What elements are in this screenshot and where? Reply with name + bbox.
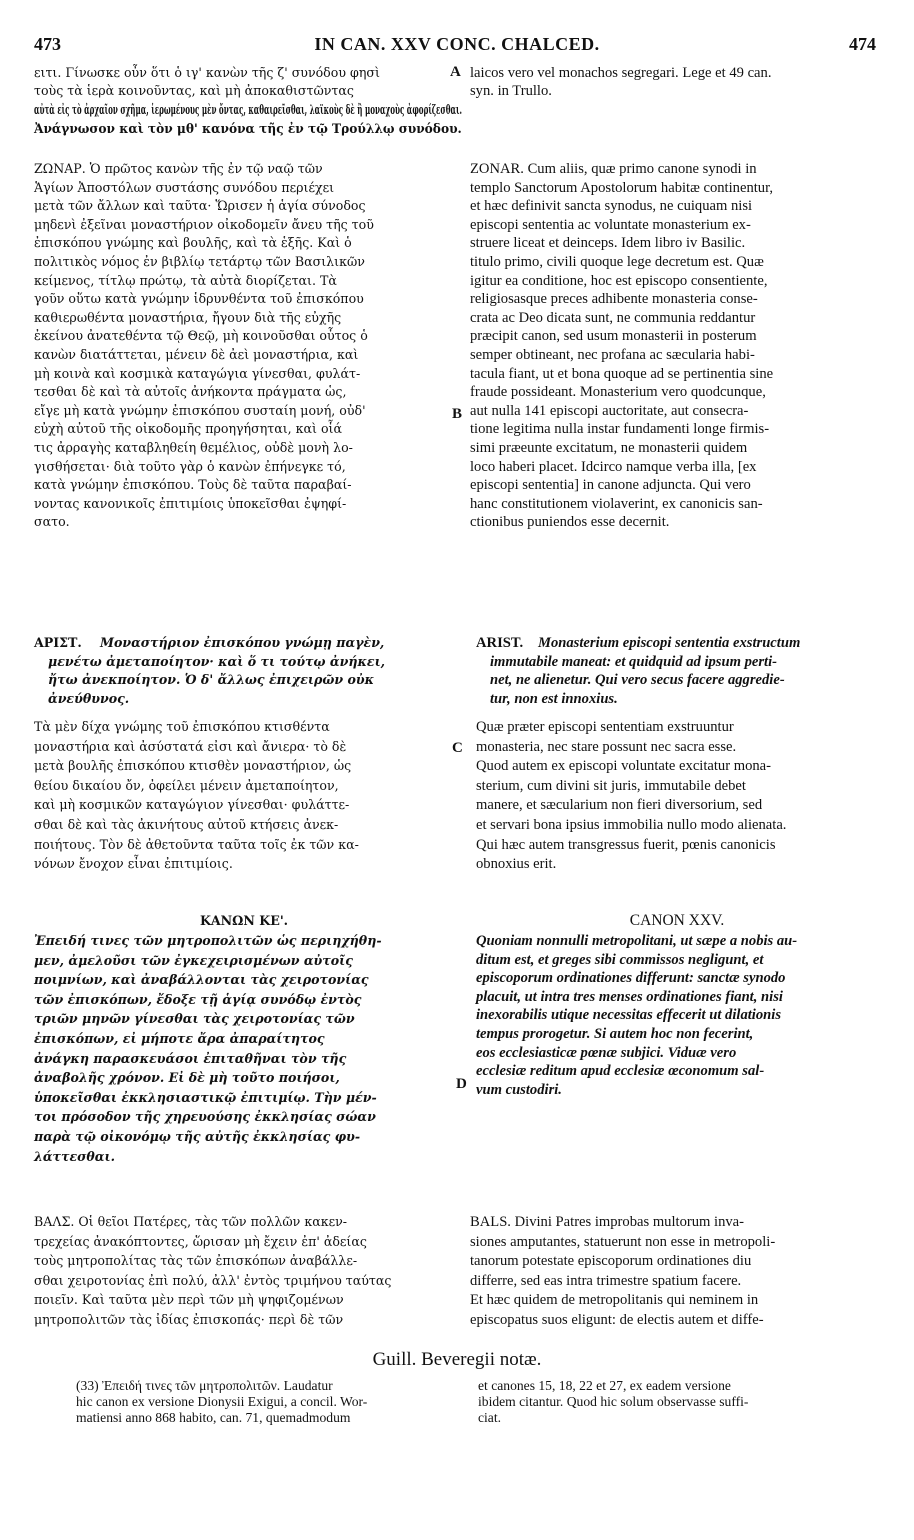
greek-canon-line: μεν, ἀμελοῦσι τῶν ἐγκεχειρισμένων αὐτοῖς: [34, 952, 353, 968]
greek-canon-line: τριῶν μηνῶν γίνεσθαι τὰς χειροτονίας τῶν: [34, 1011, 355, 1027]
latin-zonaras-line: religiosasque preces adhibente monasteria conse-: [470, 291, 758, 308]
greek-zonaras-line: κείμενος, τίτλῳ πρώτῳ, τὰ αὐτὰ διορίζεται. Τὰ: [34, 272, 337, 288]
latin-zonaras-line: et hæc definivit sancta synodus, ne cuiquam nisi: [470, 198, 753, 215]
latin-zonaras-line: tacula fiant, ut et bona quoque ad se pertinentia sine: [470, 365, 774, 382]
latin-zonaras-line: fraude possideant. Monasterium vero quodcunque,: [470, 384, 766, 401]
latin-aristenus-summary-line: Monasterium episcopi sententia exstructum: [538, 635, 801, 651]
latin-balsamon-line: tanorum potestate episcoporum ordinationes diu: [470, 1253, 752, 1270]
latin-canon-line: ditum est, et greges sibi commissos negligunt, et: [476, 951, 764, 968]
greek-canon-line: Ἐπειδή τινες τῶν μητροπολιτῶν ὡς περιηχήθη-: [34, 933, 382, 948]
latin-balsamon-line: differre, sed eas intra trimestre spatium facere.: [470, 1272, 742, 1289]
latin-zonaras-line: titulo primo, civili quoque lege decretum est. Quæ: [470, 254, 764, 270]
greek-aristenus-text-line: μοναστήρια καὶ ἀσύστατά εἰσι καὶ ἄνιερα· τὸ δὲ: [34, 738, 347, 754]
greek-balsamon-line: ΒΑΛΣ. Οἱ θεῖοι Πατέρες, τὰς τῶν πολλῶν κακεν-: [34, 1214, 348, 1229]
top-greek-line-4: Ἀνάγνωσον καὶ τὸν μθ' κανόνα τῆς ἐν τῷ Τρούλλῳ συνόδου.: [34, 121, 462, 136]
top-latin-line-1: laicos vero vel monachos segregari. Lege et 49 can.: [470, 65, 772, 81]
margin-letter-b: B: [452, 406, 463, 422]
top-latin-line-2: syn. in Trullo.: [470, 83, 552, 99]
latin-canon-line: tempus prorogetur. Si autem hoc non fecerint,: [476, 1026, 754, 1042]
greek-zonaras-line: νοντας κανονικοῖς ἐπιτιμίοις ὑποκεῖσθαι ἐψηφί-: [34, 495, 347, 511]
greek-zonaras-line: σατο.: [34, 514, 70, 530]
right-page-number: 474: [849, 34, 876, 54]
greek-zonaras-line: κανὼν διατάττεται, μένειν δὲ ἀεὶ μοναστήρια, καὶ: [34, 347, 359, 362]
greek-aristenus-summary-line: ἤτω ἀνεκποίητον. Ὁ δ' ἄλλως ἐπιχειρῶν οὐκ: [48, 672, 375, 688]
latin-zonaras-line: tione legitima nulla instar fundamenti longe firmis-: [470, 421, 770, 438]
latin-aristenus-text-line: sterium, cum divini sit juris, immutabile debet: [476, 777, 746, 794]
greek-aristenus-summary-line: Μοναστήριον ἐπισκόπου γνώμῃ παγὲν,: [100, 635, 385, 650]
latin-zonaras-line: crata ac Deo dicata sunt, ne communia reddantur: [470, 309, 756, 326]
notes-title: Guill. Beveregii notæ.: [372, 1349, 542, 1370]
latin-canon-line: episcoporum ordinationes differunt: sanctæ synodo: [476, 970, 786, 987]
latin-balsamon-line: Et hæc quidem de metropolitanis qui neminem in: [470, 1292, 759, 1309]
latin-canon-line: eos ecclesiasticæ pœnæ subjici. Viduæ vero: [476, 1044, 737, 1061]
greek-balsamon-line: σθαι χειροτονίας ἐπὶ πολύ, ἀλλ' ἐντὸς τριμήνου ταύτας: [34, 1272, 392, 1288]
latin-zonaras-line: ZONAR. Cum aliis, quæ primo canone synodi in: [470, 161, 757, 177]
margin-letter-d: D: [456, 1076, 467, 1092]
latin-canon-line: ecclesiæ reditum apud ecclesiæ œconomum sal-: [476, 1063, 765, 1080]
latin-canon-line: placuit, ut intra tres menses ordinationes fiant, nisi: [476, 988, 783, 1005]
running-title: IN CAN. XXV CONC. CHALCED.: [314, 34, 600, 54]
latin-zonaras-line: episcopi sententia] in canone adjuncta. Qui vero: [470, 477, 751, 494]
greek-zonaras-line: Ἁγίων Ἀποστόλων συστάσης συνόδου περιέχει: [34, 179, 335, 195]
latin-zonaras-line: ctionibus puniendos esse decernit.: [470, 514, 670, 531]
note-line: matiensi anno 868 habito, can. 71, quemadmodum: [76, 1410, 351, 1425]
note-line: ibidem citantur. Quod hic solum observasse suffi-: [478, 1394, 749, 1409]
top-greek-line-2: τοὺς τὰ ἱερὰ κοινοῦντας, καὶ μὴ ἀποκαθιστῶντας: [34, 83, 354, 98]
greek-zonaras-line: ἐκείνου ἀνατεθέντα τῷ Θεῷ, μὴ κοινοῦσθαι οὗτος ὁ: [34, 328, 368, 344]
greek-balsamon-line: τρεχείας ἀνακόπτοντες, ὥρισαν μὴ ἔχειν ἐπ' ἀδείας: [34, 1233, 367, 1249]
greek-canon-line: λάττεσθαι.: [34, 1148, 115, 1164]
greek-aristenus-text-line: νόνων ἔνοχον εἶναι ἐπιτιμίοις.: [34, 856, 233, 872]
greek-canon-title: ΚΑΝΩΝ ΚΕ'.: [199, 913, 289, 928]
greek-aristenus-text-line: Τὰ μὲν δίχα γνώμης τοῦ ἐπισκόπου κτισθέντα: [34, 719, 330, 734]
greek-zonaras-line: γοῦν οὕτω κατὰ γνώμην ἱδρυνθέντα τοῦ ἐπισκόπου: [34, 291, 364, 307]
greek-balsamon-line: ποιεῖν. Καὶ ταῦτα μὲν περὶ τῶν μὴ ψηφιζομένων: [34, 1292, 344, 1308]
greek-canon-line: τῶν ἐπισκόπων, ἔδοξε τῇ ἁγίᾳ συνόδῳ ἐντὸς: [34, 991, 362, 1007]
latin-aristenus-heading: ARIST.: [476, 635, 524, 651]
greek-zonaras-line: μὴ κοινὰ καὶ κοσμικὰ καταγώγια γίνεσθαι, φυλάτ-: [34, 365, 361, 381]
running-header: [0, 34, 914, 58]
greek-zonaras-line: κατὰ γνώμην ἐπισκόπου. Τοὺς δὲ ταῦτα παραβαί-: [34, 477, 352, 493]
greek-aristenus-heading: ΑΡΙΣΤ.: [34, 635, 82, 650]
latin-aristenus-text-line: Quod autem ex episcopi voluntate excitatur mona-: [476, 758, 772, 775]
latin-aristenus-summary-line: net, ne alienetur. Qui vero secus facere aggredie-: [490, 672, 785, 689]
latin-canon-line: vum custodiri.: [476, 1081, 562, 1098]
greek-aristenus-text-line: καὶ μὴ κοσμικῶν καταγώγιον γίνεσθαι· φυλάττε-: [34, 797, 350, 813]
greek-zonaras-line: μηδενὶ ἐξεῖναι μοναστήριον οἰκοδομεῖν ἄνευ τῆς τοῦ: [34, 216, 374, 232]
latin-canon-line: Quoniam nonnulli metropolitani, ut sæpe a nobis au-: [476, 933, 798, 949]
latin-zonaras-line: hanc constitutionem violaverint, ex canonicis san-: [470, 495, 763, 512]
latin-aristenus-summary-line: tur, non est innoxius.: [490, 690, 618, 707]
latin-aristenus-summary-line: immutabile maneat: et quidquid ad ipsum perti-: [490, 653, 778, 670]
greek-zonaras-line: ΖΩΝΑΡ. Ὁ πρῶτος κανὼν τῆς ἐν τῷ ναῷ τῶν: [34, 161, 323, 176]
margin-letter-a: A: [450, 64, 461, 80]
latin-zonaras-line: semper obtineant, nec profana ac sæcularia habi-: [470, 347, 755, 363]
note-line: hic canon ex versione Dionysii Exigui, a concil. Wor-: [76, 1394, 368, 1409]
greek-canon-line: τοι πρόσοδον τῆς χηρευούσης ἐκκλησίας σώαν: [34, 1109, 376, 1125]
greek-zonaras-line: εὐχὴ αὐτοῦ τῆς οἰκοδομῆς προηγήσηται, καὶ οἷά: [34, 421, 342, 437]
greek-aristenus-summary-line: ἀνεύθυνος.: [48, 690, 130, 706]
greek-canon-line: παρὰ τῷ οἰκονόμῳ τῆς αὐτῆς ἐκκλησίας φυ-: [34, 1129, 361, 1144]
latin-aristenus-text-line: Quæ præter episcopi sententiam exstruuntur: [476, 719, 734, 735]
latin-aristenus-text-line: et servari bona ipsius immobilia nullo modo alienata.: [476, 817, 787, 833]
latin-aristenus-text-line: obnoxius erit.: [476, 856, 557, 873]
latin-canon-title: CANON XXV.: [629, 912, 725, 929]
greek-aristenus-text-line: μετὰ βουλῆς ἐπισκόπου κτισθὲν μοναστήριον, ὡς: [34, 758, 352, 774]
note-line: et canones 15, 18, 22 et 27, ex eadem versione: [478, 1378, 731, 1393]
latin-zonaras-line: igitur ea conditione, hoc est episcopo consentiente,: [470, 272, 768, 289]
greek-zonaras-line: καθιερωθέντα μοναστήρια, ἤγουν διὰ τῆς εὐχῆς: [34, 309, 342, 325]
latin-zonaras-line: simi præeunte excitatum, ne monasterii quidem: [470, 440, 748, 456]
greek-zonaras-line: τεσθαι δὲ καὶ τὰ αὐτοῖς ἀνήκοντα πράγματα ὡς,: [34, 384, 347, 400]
greek-zonaras-line: ἐπισκόπου γνώμης καὶ βουλῆς, καὶ τὰ ἑξῆς. Καὶ ὁ: [34, 235, 352, 251]
greek-canon-line: ἐπισκόπων, εἰ μήποτε ἄρα ἀπαραίτητος: [34, 1031, 325, 1046]
greek-canon-line: ὑποκεῖσθαι ἐκκλησιαστικῷ ἐπιτιμίῳ. Τὴν μέν-: [34, 1089, 377, 1105]
top-greek-line-3: αὐτὰ εἰς τὸ ἀρχαῖον σχῆμα, ἱερωμένους μὲν ὄντας, καθαιρεῖσθαι, λαϊκοὺς δὲ ἢ μοναχοὺς ἀφορίζεσθαι.: [34, 102, 462, 117]
greek-canon-line: ποιμνίων, καὶ ἀναβάλλονται τὰς χειροτονίας: [34, 972, 369, 988]
latin-aristenus-text-line: manere, et sæcularium non fieri diversorium, sed: [476, 797, 763, 814]
margin-letter-c: C: [452, 740, 463, 756]
top-greek-line-1: ειτι. Γίνωσκε οὖν ὅτι ὁ ιγ' κανὼν τῆς ζ' συνόδου φησὶ: [34, 65, 380, 80]
greek-aristenus-text-line: ποιήτους. Τὸν δὲ ἀθετοῦντα ταῦτα τοῖς ἐκ τῶν κα-: [34, 836, 359, 852]
note-line: ciat.: [478, 1410, 502, 1425]
latin-canon-line: inexorabilis utique necessitas effecerit ut dilationis: [476, 1007, 781, 1024]
latin-aristenus-text-line: Qui hæc autem transgressus fuerit, pœnis canonicis: [476, 836, 776, 853]
greek-zonaras-line: πολιτικὸς νόμος ἐν βιβλίῳ τετάρτῳ τῶν Βασιλικῶν: [34, 254, 365, 269]
greek-aristenus-text-line: θείου δικαίου ὄν, ὀφείλει μένειν ἀμεταποίητον,: [34, 777, 339, 793]
latin-zonaras-line: loco haberi placet. Idcirco namque verba illa, [ex: [470, 458, 757, 475]
greek-canon-line: ἀναβολῆς χρόνον. Εἰ δὲ μὴ τοῦτο ποιήσοι,: [34, 1070, 340, 1086]
latin-zonaras-line: episcopi sententia ac voluntate monasterium ex-: [470, 216, 751, 233]
greek-zonaras-line: εἴγε μὴ κατὰ γνώμην ἐπισκόπου συσταίη μονή, οὐδ': [34, 402, 366, 418]
latin-zonaras-line: præcipit canon, sed usum monasterii in posterum: [470, 328, 757, 345]
left-page-number: 473: [34, 34, 61, 54]
latin-balsamon-line: episcopatus suos eligunt: de electis autem et diffe-: [470, 1312, 764, 1328]
latin-zonaras-line: templo Sanctorum Apostolorum habitæ continentur,: [470, 179, 774, 196]
greek-canon-line: ἀνάγκη παρασκευάσοι ἐπιταθῆναι τὸν τῆς: [34, 1050, 347, 1066]
greek-zonaras-line: τις ἀρραγὴς καταβληθείη θεμέλιος, οὐδὲ μονὴ λο-: [34, 440, 353, 455]
greek-zonaras-line: γισθήσεται· διὰ τοῦτο γὰρ ὁ κανὼν ἐπήνεγκε τό,: [34, 458, 346, 474]
greek-aristenus-summary-line: μενέτω ἀμεταποίητον· καὶ ὅ τι τούτῳ ἀνήκει,: [48, 653, 386, 669]
latin-balsamon-line: BALS. Divini Patres improbas multorum inva-: [470, 1214, 745, 1230]
latin-zonaras-line: struere liceat et deinceps. Idem libro iv Basilic.: [470, 235, 746, 252]
latin-balsamon-line: siones amputantes, statuerunt non esse in metropoli-: [470, 1233, 776, 1250]
greek-aristenus-text-line: σθαι δὲ καὶ τὰς ἀκινήτους αὐτοῦ κτήσεις ἀνεκ-: [34, 817, 339, 832]
note-line: (33) Ἐπειδή τινες τῶν μητροπολιτῶν. Laudatur: [76, 1378, 333, 1393]
latin-aristenus-text-line: monasteria, nec stare possunt nec sacra esse.: [476, 738, 737, 755]
greek-zonaras-line: μετὰ τῶν ἄλλων καὶ ταῦτα· Ὥρισεν ἡ ἁγία σύνοδος: [34, 198, 366, 214]
greek-balsamon-line: μητροπολιτῶν τὰς ἰδίας ἐπισκοπάς· περὶ δὲ τῶν: [34, 1312, 344, 1327]
latin-zonaras-line: aut nulla 141 episcopi auctoritate, aut consecra-: [470, 402, 749, 419]
greek-balsamon-line: τοὺς μητροπολίτας τὰς τῶν ἐπισκόπων ἀναβάλλε-: [34, 1253, 358, 1269]
